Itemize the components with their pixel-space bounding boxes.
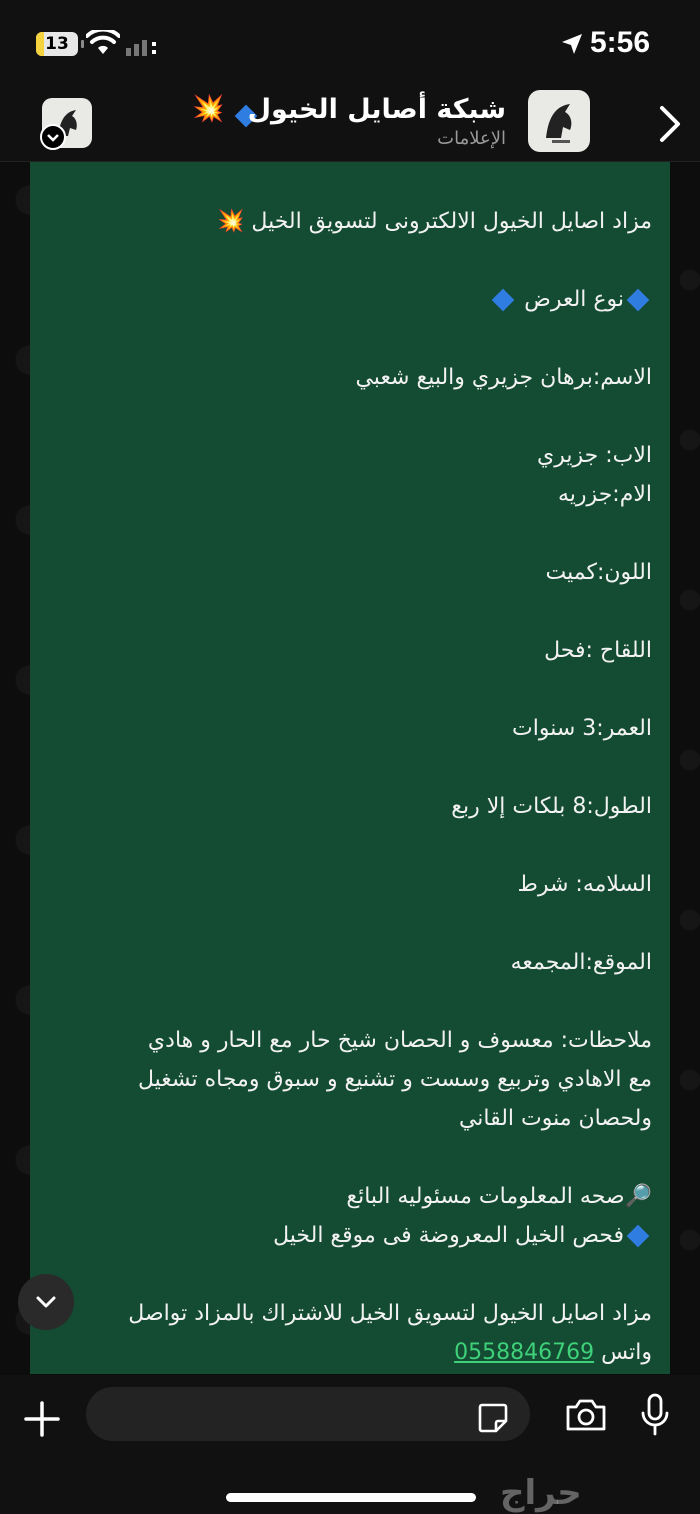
horse-age: العمر:3 سنوات bbox=[512, 716, 652, 741]
camera-icon[interactable] bbox=[564, 1397, 608, 1433]
horse-location: الموقع:المجمعه bbox=[510, 950, 652, 975]
collision-icon: 💥 bbox=[192, 94, 225, 124]
horse-name: الاسم:برهان جزيري والبيع شعبي bbox=[355, 365, 652, 390]
horse-color: اللون:كميت bbox=[545, 560, 652, 585]
cellular-signal-icon bbox=[126, 36, 158, 56]
community-check-icon bbox=[40, 124, 66, 150]
blue-diamond-icon bbox=[492, 289, 515, 312]
message-title: مزاد اصايل الخيول الالكترونى لتسويق الخيل bbox=[251, 209, 652, 234]
microphone-icon[interactable] bbox=[640, 1393, 670, 1437]
blue-diamond-icon bbox=[627, 289, 650, 312]
message-bubble[interactable] bbox=[30, 162, 670, 1374]
blue-diamond-icon bbox=[627, 1225, 650, 1248]
channel-name[interactable]: شبكة أصايل الخيول bbox=[247, 94, 506, 125]
battery-indicator: 13 bbox=[36, 32, 78, 56]
horse-father: الاب: جزيري bbox=[537, 443, 652, 468]
horse-mother: الام:جزريه bbox=[558, 482, 652, 507]
horse-safety: السلامه: شرط bbox=[517, 872, 652, 897]
notes-line: ولحصان منوت القاني bbox=[458, 1106, 652, 1131]
chevron-right-icon[interactable] bbox=[656, 104, 684, 144]
location-arrow-icon bbox=[560, 32, 584, 56]
composer-bar bbox=[0, 1375, 700, 1514]
phone-link[interactable]: 0558846769 bbox=[454, 1340, 595, 1365]
disclaimer-line: فحص الخيل المعروضة فى موقع الخيل bbox=[273, 1223, 624, 1248]
home-indicator bbox=[226, 1493, 476, 1502]
wifi-icon bbox=[86, 30, 120, 56]
chevron-down-icon bbox=[34, 1294, 58, 1310]
contact-prefix: واتس bbox=[601, 1340, 652, 1365]
disclaimer-line: صحه المعلومات مسئوليه البائع bbox=[346, 1184, 625, 1209]
message-input[interactable] bbox=[86, 1387, 530, 1441]
scroll-down-button[interactable] bbox=[18, 1274, 74, 1330]
channel-subtitle: الإعلامات bbox=[437, 128, 506, 149]
offer-type: نوع العرض bbox=[524, 287, 624, 312]
horse-height: الطول:8 بلكات إلا ربع bbox=[451, 794, 652, 819]
plus-icon[interactable] bbox=[20, 1397, 64, 1441]
magnifier-icon: 🔎 bbox=[624, 1184, 652, 1209]
notes-line: مع الاهادي وتربيع وسست و تشنيع و سبوق ومجاه تشغيل bbox=[137, 1067, 652, 1092]
sticker-icon[interactable] bbox=[476, 1401, 510, 1435]
chat-header bbox=[0, 88, 700, 162]
horse-logo-icon bbox=[528, 90, 590, 152]
clock: 5:56 bbox=[590, 26, 651, 59]
message-text bbox=[52, 202, 652, 1372]
horse-vaccination: اللقاح :فحل bbox=[544, 638, 652, 663]
watermark: حراج bbox=[500, 1473, 582, 1513]
channel-avatar[interactable] bbox=[528, 90, 590, 152]
notes-line: ملاحظات: معسوف و الحصان شيخ حار مع الحار و هادي bbox=[147, 1028, 652, 1053]
contact-line: مزاد اصايل الخيول لتسويق الخيل للاشتراك بالمزاد تواصل bbox=[128, 1301, 652, 1326]
status-bar bbox=[0, 0, 700, 88]
collision-icon: 💥 bbox=[217, 209, 245, 234]
